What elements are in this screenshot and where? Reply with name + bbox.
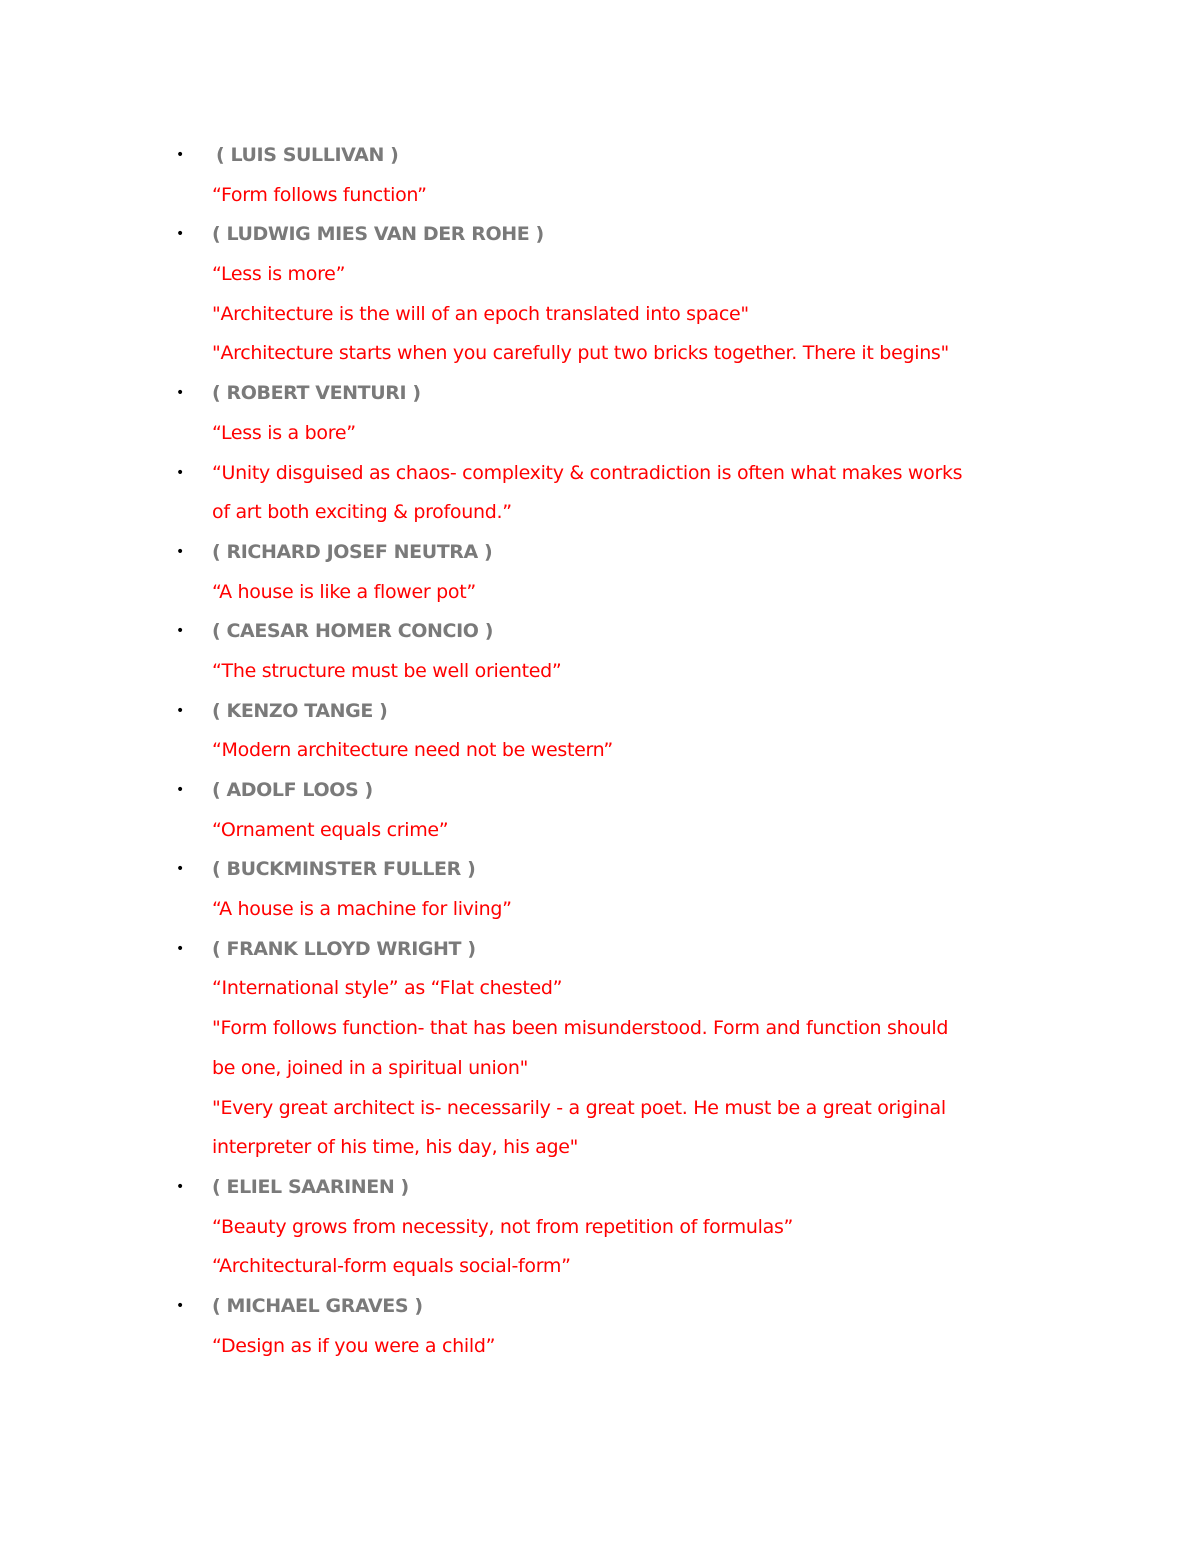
quote-text: "Architecture is the will of an epoch translated into space": [212, 302, 749, 325]
quote-line: [0, 454, 1200, 494]
architect-entry: [0, 850, 1200, 890]
quote-text: “Beauty grows from necessity, not from repetition of formulas”: [212, 1215, 794, 1238]
bullet-icon: •: [176, 940, 185, 957]
quote-line: [0, 652, 1200, 692]
architect-name: ( CAESAR HOMER CONCIO ): [212, 620, 494, 643]
quote-text: “A house is a machine for living”: [212, 898, 512, 921]
quote-text: “The structure must be well oriented”: [212, 659, 562, 682]
quote-text: “Less is more”: [212, 263, 346, 286]
quote-line: [0, 890, 1200, 930]
bullet-icon: •: [176, 861, 185, 878]
quote-line: [0, 334, 1200, 374]
architect-entry: [0, 692, 1200, 732]
quote-line: [0, 969, 1200, 1009]
quote-line: [0, 255, 1200, 295]
quote-text: “A house is like a flower pot”: [212, 580, 476, 603]
quote-line: [0, 731, 1200, 771]
quote-text: interpreter of his time, his day, his age": [212, 1136, 579, 1159]
bullet-icon: •: [176, 543, 185, 560]
quote-text: "Form follows function- that has been misunderstood. Form and function should: [212, 1017, 949, 1040]
quote-line: [0, 1128, 1200, 1168]
bullet-icon: •: [176, 385, 185, 402]
quote-text: “International style” as “Flat chested”: [212, 977, 563, 1000]
bullet-icon: •: [176, 464, 185, 481]
architect-name: ( KENZO TANGE ): [212, 699, 388, 722]
bullet-icon: •: [176, 147, 185, 163]
quote-text: “Form follows function”: [212, 183, 427, 206]
architect-name: ( ADOLF LOOS ): [212, 779, 373, 801]
bullet-icon: •: [176, 1297, 185, 1314]
architect-name: ( LUDWIG MIES VAN DER ROHE ): [212, 223, 544, 246]
quote-text: “Ornament equals crime”: [212, 818, 449, 841]
quote-line: [0, 1009, 1200, 1049]
quote-line: [0, 1247, 1200, 1287]
quote-line: [0, 493, 1200, 533]
architect-name: ( BUCKMINSTER FULLER ): [212, 858, 476, 881]
quote-line: [0, 811, 1200, 851]
bullet-icon: •: [176, 623, 185, 640]
quote-line: [0, 1327, 1200, 1367]
quote-line: [0, 295, 1200, 335]
quote-text: "Every great architect is- necessarily - a great poet. He must be a great original: [212, 1096, 946, 1119]
quote-line: [0, 1049, 1200, 1089]
quote-line: [0, 176, 1200, 216]
quote-text: be one, joined in a spiritual union": [212, 1056, 529, 1079]
architect-name: ( RICHARD JOSEF NEUTRA ): [212, 540, 493, 563]
architect-name: ( MICHAEL GRAVES ): [212, 1294, 423, 1317]
architect-name: ( ELIEL SAARINEN ): [212, 1175, 409, 1198]
architect-name: ( LUIS SULLIVAN ): [216, 144, 399, 166]
quote-text: “Modern architecture need not be western”: [212, 739, 613, 762]
architect-name: ( ROBERT VENTURI ): [212, 382, 421, 405]
bullet-icon: •: [176, 702, 185, 719]
quote-text: “Less is a bore”: [212, 421, 356, 444]
quote-line: [0, 414, 1200, 454]
bullet-icon: •: [176, 1178, 185, 1195]
bullet-icon: •: [176, 782, 185, 798]
architect-entry: [0, 136, 1200, 176]
architect-entry: [0, 533, 1200, 573]
architect-entry: [0, 374, 1200, 414]
architect-entry: [0, 1287, 1200, 1327]
quotes-list: [0, 136, 1200, 1366]
bullet-icon: •: [176, 226, 185, 243]
architect-entry: [0, 771, 1200, 811]
architect-entry: [0, 1168, 1200, 1208]
architect-entry: [0, 930, 1200, 970]
quote-text: “Architectural-form equals social-form”: [212, 1255, 571, 1278]
quote-text: of art both exciting & profound.”: [212, 501, 512, 524]
quote-line: [0, 573, 1200, 613]
quote-text: “Unity disguised as chaos- complexity & contradiction is often what makes works: [212, 461, 963, 484]
quote-text: "Architecture starts when you carefully put two bricks together. There it begins": [212, 342, 949, 365]
architect-name: ( FRANK LLOYD WRIGHT ): [212, 937, 476, 960]
architect-entry: [0, 215, 1200, 255]
quote-text: “Design as if you were a child”: [212, 1334, 496, 1357]
architect-entry: [0, 612, 1200, 652]
quote-line: [0, 1208, 1200, 1248]
quote-line: [0, 1089, 1200, 1129]
